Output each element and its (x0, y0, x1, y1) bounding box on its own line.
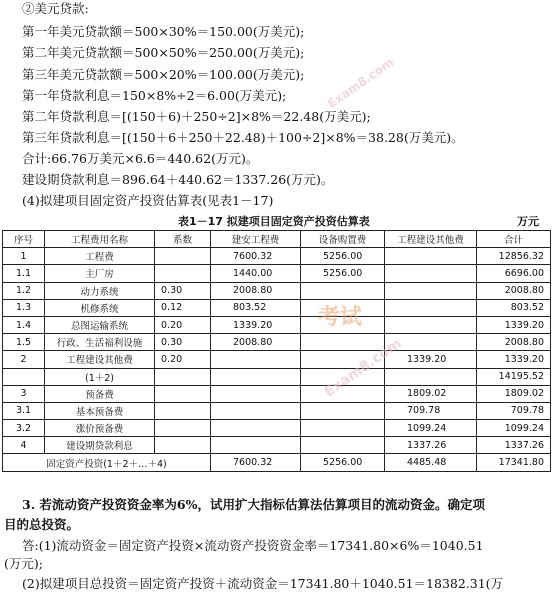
table-row (3, 402, 551, 419)
cell-equipment (301, 437, 385, 454)
cell-coef: 0.12 (155, 299, 211, 316)
header-equipment: 设备购置费 (301, 231, 385, 248)
watermark-text: Exam8.com (324, 55, 397, 111)
table-row (3, 420, 551, 437)
cell-no: 1.3 (3, 299, 45, 316)
watermark-logo: 考试 (318, 305, 363, 330)
total-row-other: 4485.48 (385, 454, 477, 471)
cell-construction (211, 368, 301, 385)
cell-construction (211, 437, 301, 454)
cell-coef (155, 437, 211, 454)
cell-coef (155, 248, 211, 265)
cell-other (385, 368, 477, 385)
total-row-sum: 17341.80 (477, 454, 551, 471)
table-row (3, 351, 551, 368)
cell-name: 工程建设其他费 (45, 351, 155, 368)
cell-name: 总图运输系统 (45, 316, 155, 333)
cell-construction (211, 385, 301, 402)
cell-no: 1.2 (3, 282, 45, 299)
cell-name: 行政、生活福利设施 (45, 334, 155, 351)
answer-1-cont: (万元); (4, 556, 43, 571)
cell-construction: 1339.20 (211, 316, 301, 333)
cell-construction: 7600.32 (211, 248, 301, 265)
header-construction: 建安工程费 (211, 231, 301, 248)
table-total-row (3, 454, 551, 471)
table-row (3, 385, 551, 402)
cell-other (385, 316, 477, 333)
cell-coef (155, 265, 211, 282)
cell-other: 1099.24 (385, 420, 477, 437)
header-total: 合计 (477, 231, 551, 248)
investment-estimate-table (2, 230, 551, 472)
cell-total: 1099.24 (477, 420, 551, 437)
question-3-cont: 目的总投资。 (4, 517, 80, 532)
header-other: 工程建设其他费 (385, 231, 477, 248)
cell-coef (155, 402, 211, 419)
cell-name: (1＋2) (45, 368, 155, 385)
cell-total: 1339.20 (477, 316, 551, 333)
cell-construction: 803.52 (211, 299, 301, 316)
table-row (3, 334, 551, 351)
table-caption (0, 213, 553, 229)
cell-coef: 0.20 (155, 316, 211, 333)
cell-other (385, 282, 477, 299)
cell-total: 709.78 (477, 402, 551, 419)
cell-total: 1339.20 (477, 351, 551, 368)
cell-total: 1809.02 (477, 385, 551, 402)
cell-no: 2 (3, 351, 45, 368)
table-row (3, 265, 551, 282)
cell-construction (211, 351, 301, 368)
loan-interest-line: 建设期贷款利息＝896.64＋440.62＝1337.26(万元)。 (22, 172, 334, 187)
loan-total-line: 合计:66.76万美元×6.6＝440.62(万元)。 (22, 151, 259, 166)
loan-heading: ②美元贷款: (22, 1, 89, 16)
cell-name: 机修系统 (45, 299, 155, 316)
cell-other: 709.78 (385, 402, 477, 419)
cell-total: 6696.00 (477, 265, 551, 282)
cell-coef (155, 420, 211, 437)
cell-total: 12856.32 (477, 248, 551, 265)
cell-construction (211, 402, 301, 419)
table-row (3, 282, 551, 299)
cell-no: 4 (3, 437, 45, 454)
cell-total: 2008.80 (477, 282, 551, 299)
table-unit: 万元 (517, 215, 539, 228)
cell-other: 1809.02 (385, 385, 477, 402)
cell-no: 1 (3, 248, 45, 265)
cell-construction (211, 420, 301, 437)
table-body (3, 248, 551, 454)
cell-total: 803.52 (477, 299, 551, 316)
table-row (3, 248, 551, 265)
total-row-equipment: 5256.00 (301, 454, 385, 471)
table-intro-line: (4)拟建项目固定资产投资估算表(见表1－17) (22, 193, 274, 208)
loan-line-3: 第三年美元贷款额＝500×20%＝100.00(万美元); (22, 67, 305, 82)
cell-equipment: 5256.00 (301, 248, 385, 265)
table-row (3, 437, 551, 454)
loan-line-2: 第二年美元贷款额＝500×50%＝250.00(万美元); (22, 45, 305, 60)
table-header-row (3, 231, 551, 248)
total-row-construction: 7600.32 (211, 454, 301, 471)
cell-no: 1.1 (3, 265, 45, 282)
loan-line-6: 第三年贷款利息＝[(150＋6＋250＋22.48)＋100÷2]×8%＝38.28(万美元)。 (22, 130, 464, 145)
cell-coef: 0.30 (155, 334, 211, 351)
cell-no: 1.4 (3, 316, 45, 333)
cell-coef (155, 385, 211, 402)
watermark-text-2: Exam8.com (321, 335, 405, 401)
cell-name: 动力系统 (45, 282, 155, 299)
cell-coef (155, 368, 211, 385)
cell-other: 1337.26 (385, 437, 477, 454)
cell-construction: 1440.00 (211, 265, 301, 282)
cell-name: 工程费 (45, 248, 155, 265)
cell-equipment (301, 282, 385, 299)
cell-construction: 2008.80 (211, 334, 301, 351)
header-no: 序号 (3, 231, 45, 248)
question-3: 3. 若流动资产投资资金率为6%，试用扩大指标估算法估算项目的流动资金。确定项 (22, 497, 485, 512)
cell-coef: 0.30 (155, 282, 211, 299)
loan-line-4: 第一年贷款利息＝150×8%÷2＝6.00(万美元); (22, 88, 287, 103)
answer-2: (2)拟建项目总投资＝固定资产投资＋流动资金＝17341.80＋1040.51＝18382.31(万 (22, 576, 504, 591)
cell-equipment (301, 402, 385, 419)
loan-line-5: 第二年贷款利息＝[(150＋6)＋250÷2]×8%＝22.48(万美元); (22, 109, 371, 124)
header-coef: 系数 (155, 231, 211, 248)
cell-no (3, 368, 45, 385)
cell-name: 建设期贷款利息 (45, 437, 155, 454)
cell-no: 3.2 (3, 420, 45, 437)
table-row (3, 316, 551, 333)
cell-no: 1.5 (3, 334, 45, 351)
table-title: 表1－17 拟建项目固定资产投资估算表 (178, 215, 370, 228)
cell-no: 3.1 (3, 402, 45, 419)
table-row (3, 368, 551, 385)
cell-name: 主厂房 (45, 265, 155, 282)
total-row-label: 固定资产投资(1＋2＋…＋4) (3, 454, 211, 471)
cell-name: 预备费 (45, 385, 155, 402)
cell-name: 基本预备费 (45, 402, 155, 419)
cell-total: 2008.80 (477, 334, 551, 351)
table-row (3, 299, 551, 316)
cell-total: 1337.26 (477, 437, 551, 454)
cell-equipment (301, 334, 385, 351)
cell-coef: 0.20 (155, 351, 211, 368)
answer-1: 答:(1)流动资金＝固定资产投资×流动资产投资资金率＝17341.80×6%＝1040.51 (22, 538, 484, 553)
cell-no: 3 (3, 385, 45, 402)
cell-other (385, 299, 477, 316)
cell-construction: 2008.80 (211, 282, 301, 299)
cell-other: 1339.20 (385, 351, 477, 368)
header-name: 工程费用名称 (45, 231, 155, 248)
cell-total: 14195.52 (477, 368, 551, 385)
cell-other (385, 248, 477, 265)
cell-equipment (301, 420, 385, 437)
loan-line-1: 第一年美元贷款额＝500×30%＝150.00(万美元); (22, 24, 305, 39)
cell-equipment: 5256.00 (301, 265, 385, 282)
cell-name: 涨价预备费 (45, 420, 155, 437)
cell-other (385, 265, 477, 282)
